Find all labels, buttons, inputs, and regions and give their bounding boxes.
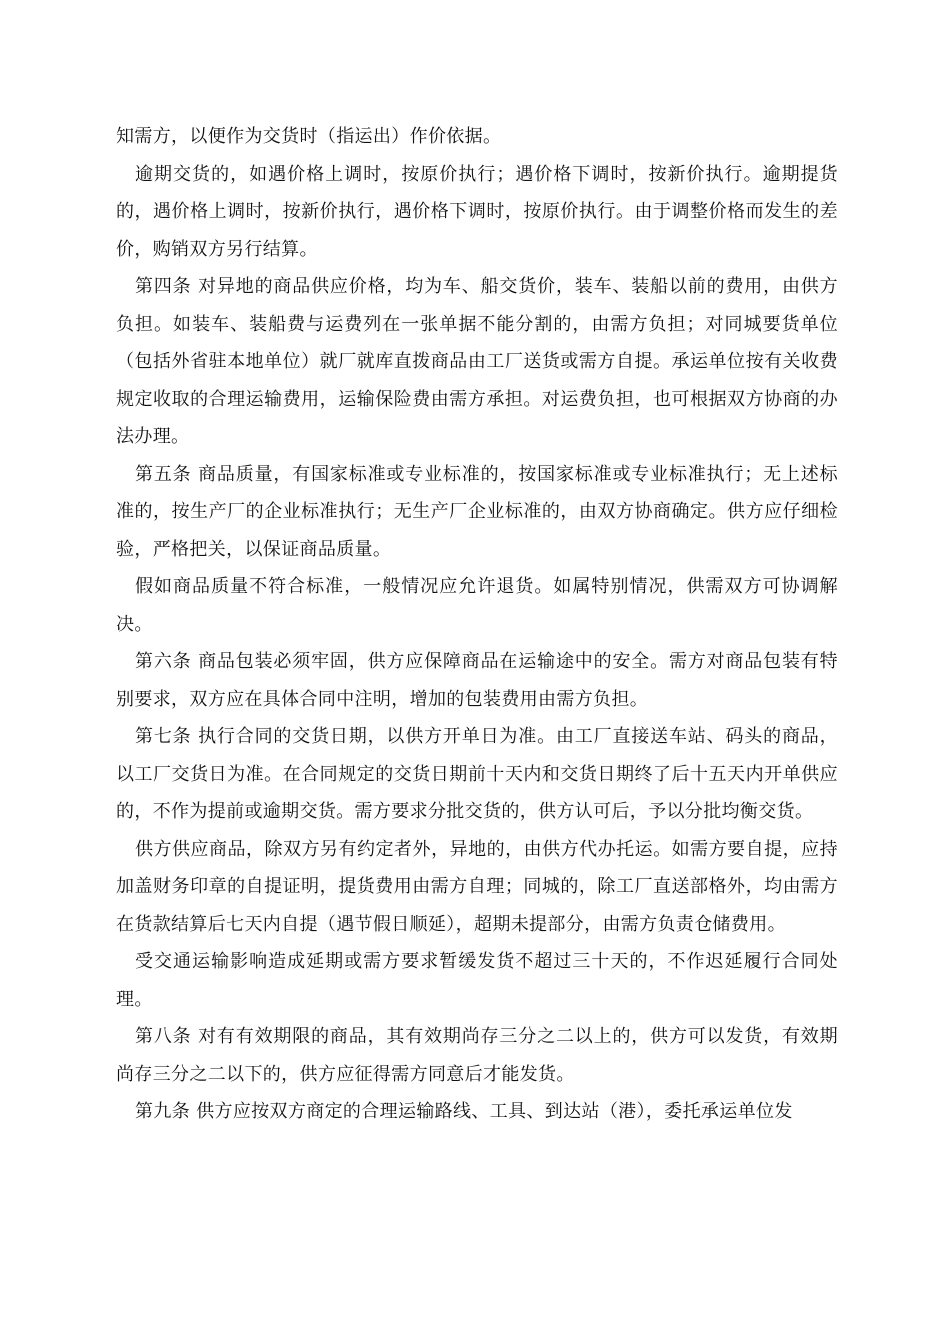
paragraph-overdue-delivery: 逾期交货的，如遇价格上调时，按原价执行；遇价格下调时，按新价执行。逾期提货的，遇价格上调时，按新价执行，遇价格下调时，按原价执行。由于调整价格而发生的差价，购销双方另行结算。 [116,163,838,260]
paragraph-article-7: 第七条 执行合同的交货日期，以供方开单日为准。由工厂直接送车站、码头的商品，以工厂交货日为准。在合同规定的交货日期前十天内和交货日期终了后十五天内开单供应的，不作为提前或逾期交货。需方要求分批交货的，供方认可后，予以分批均衡交货。 [116,726,838,822]
paragraph-transport-delay: 受交通运输影响造成延期或需方要求暂缓发货不超过三十天的，不作迟延履行合同处理。 [116,951,838,1010]
paragraph-price-notice: 知需方，以便作为交货时（指运出）作价依据。 [116,126,502,147]
paragraph-shipping: 供方供应商品，除双方另有约定者外，异地的，由供方代办托运。如需方要自提，应持加盖财务印章的自提证明，提货费用由需方自理；同城的，除工厂直送部格外，均由需方在货款结算后七天内自提（遇节假日顺延），超期未提部分，由需方负责仓储费用。 [116,838,838,935]
paragraph-quality-return: 假如商品质量不符合标准，一般情况应允许退货。如属特别情况，供需双方可协调解决。 [116,576,838,635]
paragraph-article-4: 第四条 对异地的商品供应价格，均为车、船交货价，装车、装船以前的费用，由供方负担。如装车、装船费与运费列在一张单据不能分割的，由需方负担；对同城要货单位（包括外省驻本地单位）就厂就库直拨商品由工厂送货或需方自提。承运单位按有关收费规定收取的合理运输费用，运输保险费由需方承担。对运费负担，也可根据双方协商的办法办理。 [116,276,838,447]
paragraph-article-8: 第八条 对有有效期限的商品，其有效期尚存三分之二以上的，供方可以发货，有效期尚存三分之二以下的，供方应征得需方同意后才能发货。 [116,1026,838,1085]
paragraph-article-6: 第六条 商品包装必须牢固，供方应保障商品在运输途中的安全。需方对商品包装有特别要求，双方应在具体合同中注明，增加的包装费用由需方负担。 [116,651,838,710]
document-body [116,118,838,1131]
paragraph-article-9: 第九条 供方应按双方商定的合理运输路线、工具、到达站（港），委托承运单位发 [135,1101,793,1122]
paragraph-article-5: 第五条 商品质量，有国家标准或专业标准的，按国家标准或专业标准执行；无上述标准的，按生产厂的企业标准执行；无生产厂企业标准的，由双方协商确定。供方应仔细检验，严格把关，以保证商品质量。 [116,463,838,560]
